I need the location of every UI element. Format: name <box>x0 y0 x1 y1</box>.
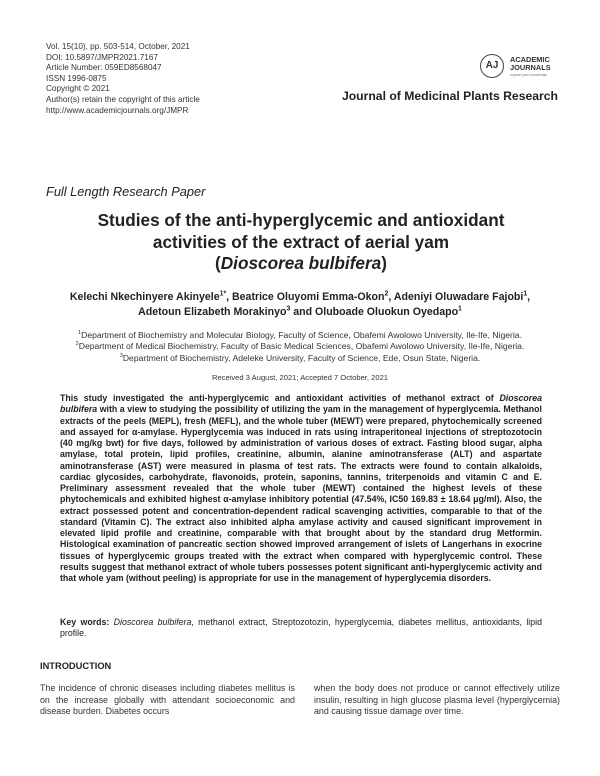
aj-logo-icon: AJ <box>480 54 504 78</box>
author-list <box>30 290 570 319</box>
author-name: Oluboade Oluokun Oyedapo <box>315 305 459 318</box>
copyright: Copyright © 2021 <box>46 84 110 94</box>
affiliation-number: 3 <box>119 352 123 359</box>
volume-info: Vol. 15(10), pp. 503-514, October, 2021 <box>46 42 190 51</box>
keywords-label: Key words: <box>60 617 110 627</box>
article-metadata <box>46 42 200 116</box>
abstract-species: Dioscorea bulbifera <box>60 393 542 415</box>
title-line-2: activities of the extract of aerial yam <box>152 231 450 252</box>
affiliation <box>20 353 580 364</box>
introduction-column-left: The incidence of chronic diseases including diabetes mellitus is on the increase globally with attendant socioeconomic and disease burden. Diabetes occurs <box>40 683 295 717</box>
journal-url[interactable]: http://www.academicjournals.org/JMPR <box>46 105 189 115</box>
keywords-list: , methanol extract, Streptozotozin, hyperglycemia, diabetes mellitus, antioxidants, lipid profile. <box>60 617 542 639</box>
received-dates: Received 3 August, 2021; Accepted 7 October, 2021 <box>211 373 389 382</box>
affiliation-number: 2 <box>75 341 79 348</box>
introduction-column-right: when the body does not produce or cannot effectively utilize insulin, resulting in high glucose plasma level (hyperglycemia) and causing tissue damage over time. <box>314 683 560 717</box>
author-name: Adeniyi Oluwadare Fajobi <box>393 291 524 303</box>
title-paren-open: ( <box>215 253 221 273</box>
article-number: Article Number: 059ED8568047 <box>46 63 162 73</box>
logo-tagline: expand your knowledge <box>510 73 547 77</box>
title-species: Dioscorea bulbifera <box>220 253 382 273</box>
abstract-text: This study investigated the anti-hyperglycemic and antioxidant activities of methanol extract of <box>60 393 500 403</box>
author-affil-sup: 1 <box>458 304 462 312</box>
logo-line-2: JOURNALS <box>510 63 551 73</box>
author-name: Kelechi Nkechinyere Akinyele <box>69 291 220 303</box>
academic-journals-logo <box>480 54 560 80</box>
author-name: Adetoun Elizabeth Morakinyo <box>138 305 287 318</box>
affiliations <box>20 330 580 364</box>
paper-type: Full Length Research Paper <box>46 184 206 199</box>
affiliation-text: Department of Medical Biochemistry, Faculty of Basic Medical Sciences, Obafemi Awolowo University, Ile-Ife, Nigeria. <box>78 341 525 352</box>
affiliation-number: 1 <box>78 330 82 337</box>
author-affil-sup: 1* <box>219 290 227 298</box>
author-affil-sup: 3 <box>286 304 291 312</box>
affiliation-text: Department of Biochemistry and Molecular Biology, Faculty of Science, Obafemi Awolowo University, Ile-Ife, Nigeria. <box>81 330 522 340</box>
author-line-2 <box>30 305 570 320</box>
author-name: Beatrice Oluyomi Emma-Okon <box>232 291 385 303</box>
abstract-text-cont: with a view to studying the possibility of utilizing the yam in the management of hyperglycemia. Methanol extracts of the peels (MEPL), fresh (MEFL), and the whole tuber (MEWT) were prepared, phytochemically screened and assayed for α-amylase. Hyperglycemia was induced in rats using intraperitoneal injections of streptozotocin (40 mg/kg bwt) for five days, followed by administration of various doses of extract. Fasting blood sugar, alpha amylase, total protein, lipid profiles, creatinine, albumin, alanine aminotransferase (ALT) and aspartate aminotransferase (AST) were measured in plasma of test rats. The extracts were found to contain alkaloids, cardiac glycosides, carbohydrate, flavonoids, protein, saponins, tannins, triterpenoids and vitamin C and E. Preliminary assessment revealed that the whole tuber (MEWT) contained the highest levels of these phytochemicals and exhibited highest α-amylase inhibitory potential (47.54%, IC50 169.83 ± 18.64 μg/ml). Also, the extract possessed potent and concentration-dependent radical scavenging activities, comparable to that of the standard (Vitamin C). The extract also inhibited alpha amylase activity and caused significant improvement in elevated lipid profile and creatinine, comparable with that brought about by the standard drug Metformin. Histological examination of pancreatic section showed improved arrangement of islets of Langerhans in exocrine tissues of hyperglycemic groups treated with the extract when compared with hyperglycemic control. These results suggest that methanol extract of whole tubers possesses potent significant anti-hyperglycemic activity and that whole yam (without peeling) is appropriate for use in the management of hyperglycemia disorders. <box>60 404 542 584</box>
keywords-species: Dioscorea bulbifera <box>113 617 192 627</box>
author-conjunction: and <box>293 305 313 318</box>
introduction-heading: INTRODUCTION <box>40 661 112 671</box>
title-line-1: Studies of the anti-hyperglycemic and antioxidant <box>97 210 505 230</box>
rights-statement: Author(s) retain the copyright of this article <box>46 94 200 104</box>
abstract <box>60 393 542 585</box>
logo-wordmark <box>510 56 551 73</box>
author-affil-sup: 1 <box>523 290 528 298</box>
issn: ISSN 1996-0875 <box>46 73 107 83</box>
affiliation <box>20 330 580 341</box>
doi: DOI: 10.5897/JMPR2021.7167 <box>46 52 158 62</box>
keywords <box>60 617 542 640</box>
author-line-1: Kelechi Nkechinyere Akinyele$^{1*}$, Beatrice Oluyomi Emma-Okon$^2$, Adeniyi Oluwadare Fajobi$^1$, <box>69 290 531 303</box>
author-affil-sup: 2 <box>384 290 389 298</box>
affiliation <box>20 341 580 352</box>
paper-title <box>40 210 562 275</box>
logo-line-1: ACADEMIC <box>510 55 550 64</box>
journal-name: Journal of Medicinal Plants Research <box>341 89 558 103</box>
affiliation-text: Department of Biochemistry, Adeleke University, Faculty of Science, Ede, Osun State, Nigeria. <box>122 352 481 363</box>
title-paren-close: ) <box>381 253 387 273</box>
title-line-3 <box>40 253 562 275</box>
